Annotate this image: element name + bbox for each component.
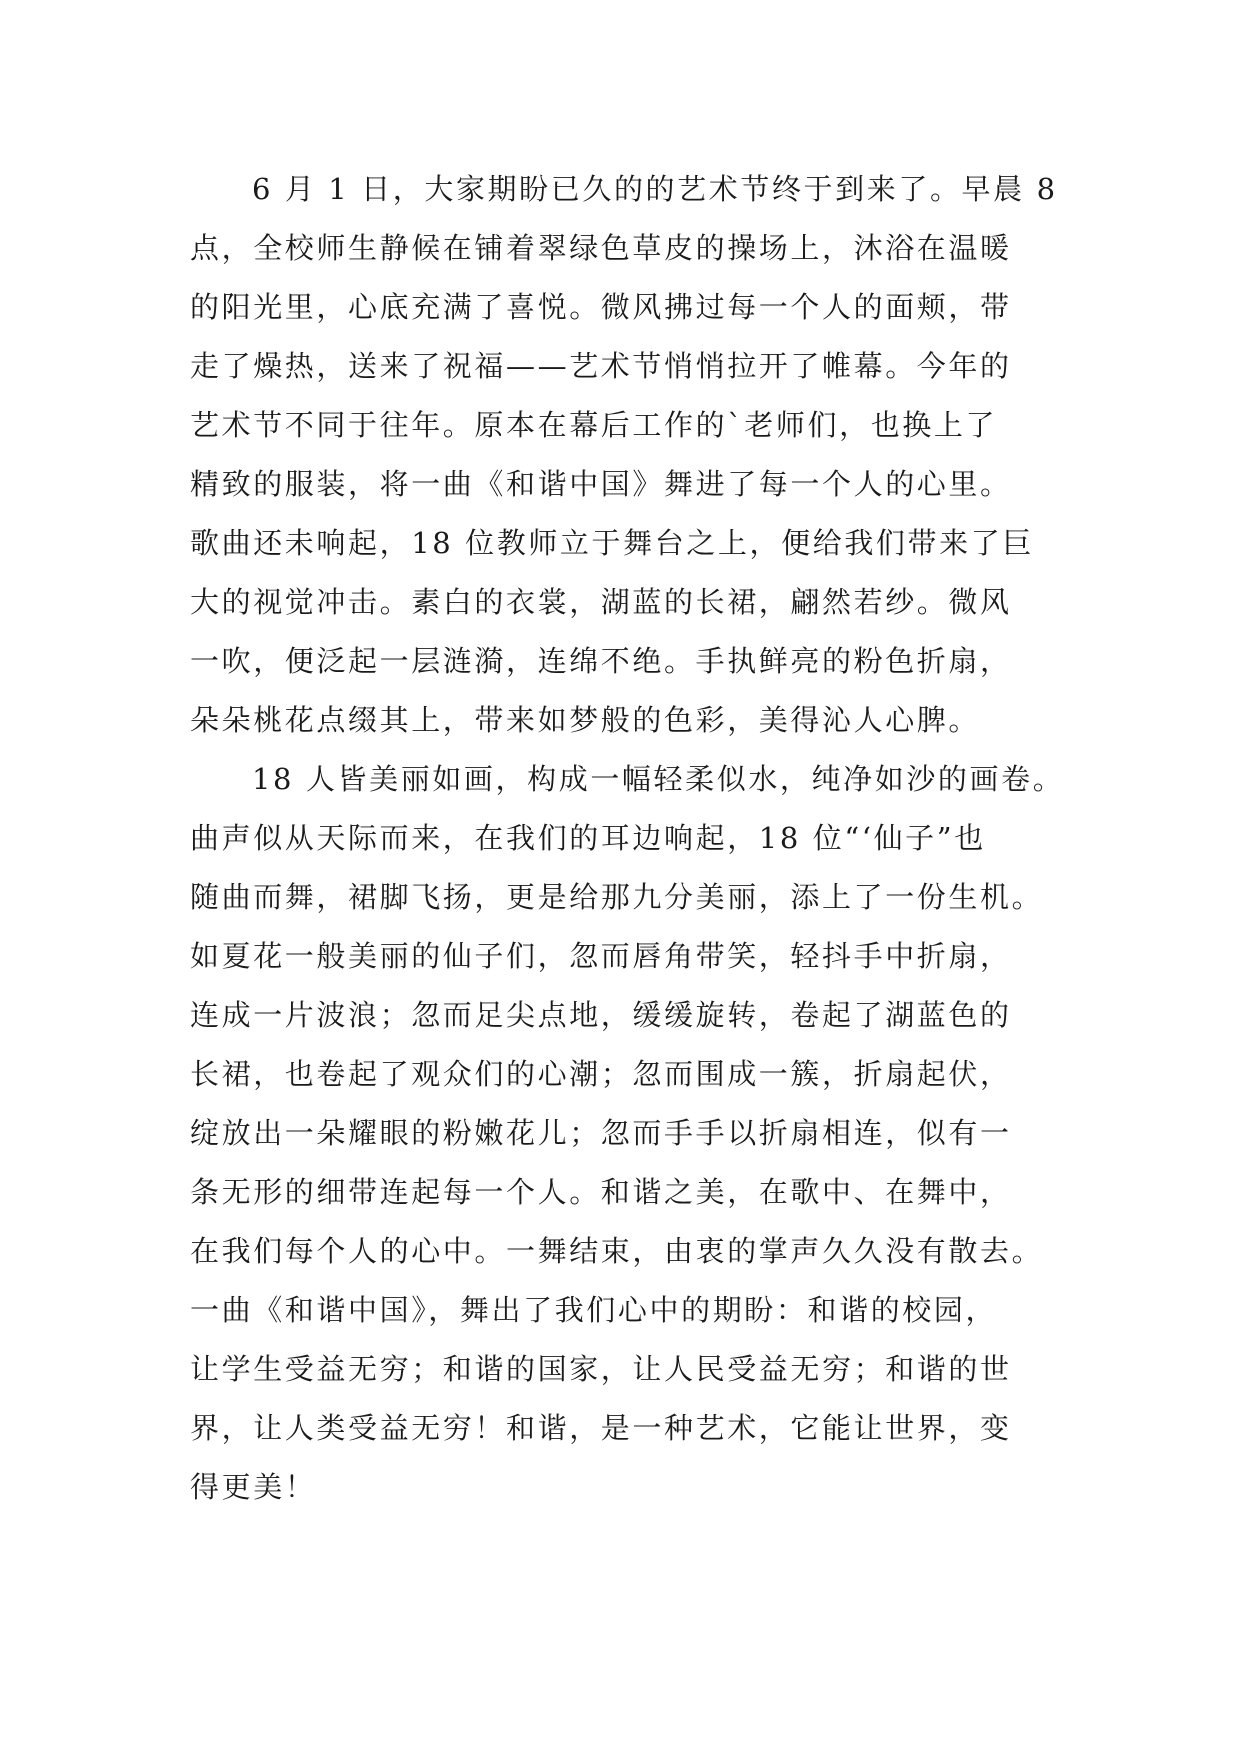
text-line: 走了燥热，送来了祝福——艺术节悄悄拉开了帷幕。今年的 (190, 349, 1012, 383)
text-line: 让学生受益无穷；和谐的国家，让人民受益无穷；和谐的世 (190, 1352, 1012, 1386)
text-line: 精致的服装，将一曲《和谐中国》舞进了每一个人的心里。 (190, 467, 1012, 501)
text-line: 连成一片波浪；忽而足尖点地，缓缓旋转，卷起了湖蓝色的 (190, 998, 1012, 1032)
text-line: 一曲《和谐中国》，舞出了我们心中的期盼：和谐的校园， (190, 1293, 998, 1327)
text-line: 歌曲还未响起，18 位教师立于舞台之上，便给我们带来了巨 (190, 526, 1034, 560)
paragraph-1 (190, 160, 1070, 750)
text-line: 绽放出一朵耀眼的粉嫩花儿；忽而手手以折扇相连，似有一 (190, 1116, 1012, 1150)
paragraph-2 (190, 750, 1070, 1517)
text-line: 艺术节不同于往年。原本在幕后工作的`老师们，也换上了 (190, 408, 998, 442)
text-line: 在我们每个人的心中。一舞结束，由衷的掌声久久没有散去。 (190, 1234, 1044, 1268)
text-line: 朵朵桃花点缀其上，带来如梦般的色彩，美得沁人心脾。 (190, 703, 981, 737)
text-line: 一吹，便泛起一层涟漪，连绵不绝。手执鲜亮的粉色折扇， (190, 644, 1012, 678)
text-line: 如夏花一般美丽的仙子们，忽而唇角带笑，轻抖手中折扇， (190, 939, 1012, 973)
text-line: 界，让人类受益无穷！和谐，是一种艺术，它能让世界，变 (190, 1411, 1012, 1445)
text-line: 18 人皆美丽如画，构成一幅轻柔似水，纯净如沙的画卷。 (252, 762, 1065, 796)
text-line: 6 月 1 日，大家期盼已久的的艺术节终于到来了。早晨 8 (252, 172, 1058, 206)
text-line: 大的视觉冲击。素白的衣裳，湖蓝的长裙，翩然若纱。微风 (190, 585, 1012, 619)
text-line: 的阳光里，心底充满了喜悦。微风拂过每一个人的面颊，带 (190, 290, 1012, 324)
document-body (190, 160, 1070, 1517)
text-line: 长裙，也卷起了观众们的心潮；忽而围成一簇，折扇起伏， (190, 1057, 1012, 1091)
text-line: 得更美！ (190, 1470, 317, 1504)
text-line: 条无形的细带连起每一个人。和谐之美，在歌中、在舞中， (190, 1175, 1012, 1209)
text-line: 随曲而舞，裙脚飞扬，更是给那九分美丽，添上了一份生机。 (190, 880, 1044, 914)
text-line: 点，全校师生静候在铺着翠绿色草皮的操场上，沐浴在温暖 (190, 231, 1012, 265)
text-line: 曲声似从天际而来，在我们的耳边响起，18 位“‘仙子”也 (190, 821, 986, 855)
